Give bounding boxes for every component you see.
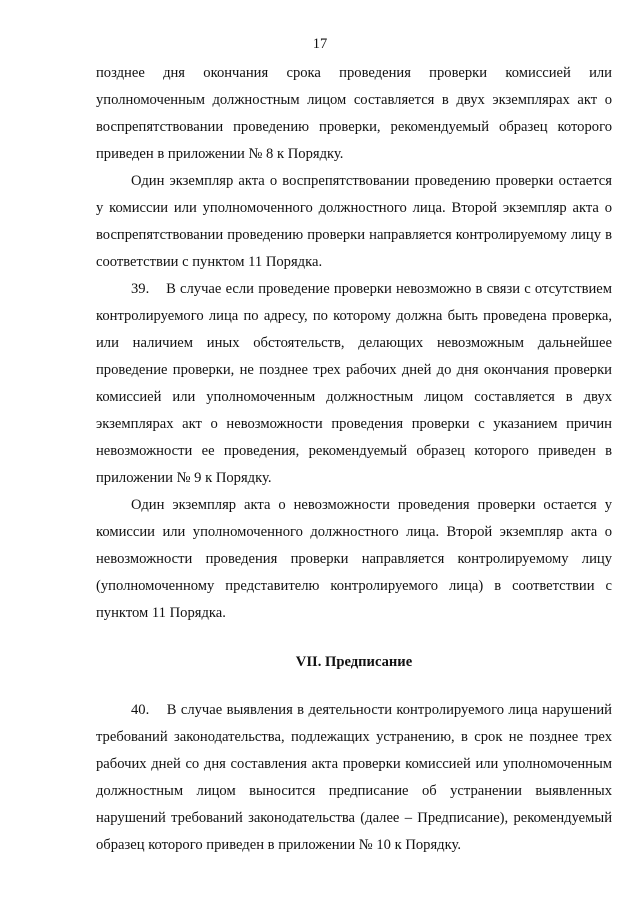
page-number: 17 — [312, 36, 328, 52]
paragraph-item-40: 40. В случае выявления в деятельности контролируемого лица нарушений требований законодательства, подлежащих устранению, в срок не позднее трех рабочих дней со дня составления акта проверки комиссией или уполномоченным должностным лицом выносится предписание об устранении выявленных нарушений требований законодательства (далее – Предписание), рекомендуемый образец которого приведен в приложении № 10 к Порядку. — [96, 702, 612, 853]
paragraph: Один экземпляр акта о невозможности проведения проверки остается у комиссии или уполномоченного должностного лица. Второй экземпляр акта о невозможности проведения проверки направляется контролируемому лицу (уполномоченному представителю контролируемого лица) в соответствии с пунктом 11 Порядка. — [96, 497, 612, 621]
section-heading: VII. Предписание — [295, 654, 413, 670]
paragraph: Один экземпляр акта о воспрепятствовании проведению проверки остается у комиссии или уполномоченного должностного лица. Второй экземпляр акта о воспрепятствовании проведению проверки направляется контролируемому лицу в соответствии с пунктом 11 Порядка. — [96, 173, 612, 270]
paragraph-item-39: 39. В случае если проведение проверки невозможно в связи с отсутствием контролируемого лица по адресу, по которому должна быть проведена проверка, или наличием иных обстоятельств, делающих невозможным дальнейшее проведение проверки, не позднее трех рабочих дней до дня окончания проверки комиссией или уполномоченным должностным лицом составляется в двух экземплярах акт о невозможности проведения проверки с указанием причин невозможности ее проведения, рекомендуемый образец которого приведен в приложении № 9 к Порядку. — [96, 281, 612, 486]
document-body — [96, 60, 612, 859]
paragraph-continuation: позднее дня окончания срока проведения проверки комиссией или уполномоченным должностным лицом составляется в двух экземплярах акт о воспрепятствовании проведению проверки, рекомендуемый образец которого приведен в приложении № 8 к Порядку. — [96, 65, 612, 162]
